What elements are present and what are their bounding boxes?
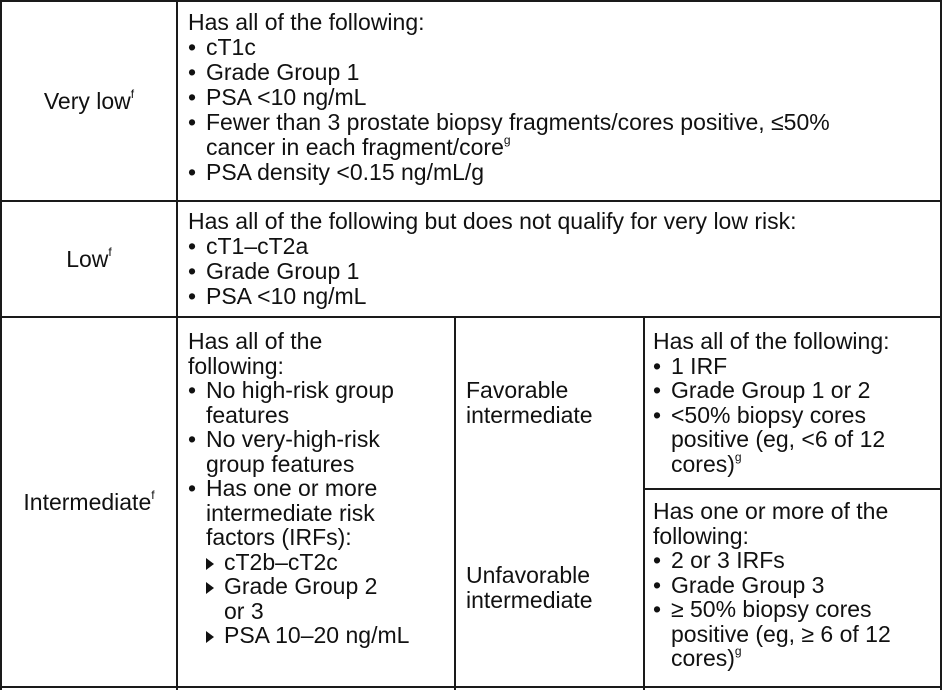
- list-item-continuation: factors (IRFs):: [206, 524, 352, 550]
- list-item: • Grade Group 3: [653, 571, 825, 598]
- sub-list-item-continuation: or 3: [224, 597, 264, 624]
- unfavorable-intermediate-criteria: [653, 499, 939, 671]
- list-item: • PSA <10 ng/mL: [188, 84, 367, 110]
- very-low-label: Very low$^f$: [43, 86, 135, 114]
- list-item-continuation: positive (eg, ≥ 6 of 12: [671, 620, 891, 647]
- list-item: • Fewer than 3 prostate biopsy fragments/cores positive, ≤50%: [188, 109, 830, 135]
- sub-list-item: PSA 10–20 ng/mL: [188, 623, 450, 648]
- label-line: intermediate: [466, 402, 593, 428]
- list-item: • <50% biopsy cores: [653, 401, 866, 428]
- list-item: • Grade Group 1: [188, 59, 360, 85]
- criteria-intro: following:: [653, 522, 749, 549]
- list-item: • 1 IRF: [653, 352, 728, 379]
- criteria-intro: Has all of the following but does not qualify for very low risk:: [188, 208, 797, 234]
- list-item: • PSA density <0.15 ng/mL/g: [188, 159, 485, 185]
- list-item-continuation: features: [206, 401, 290, 428]
- triangle-bullet-icon: [206, 631, 214, 643]
- column-divider: [176, 0, 178, 690]
- criteria-intro: Has one or more of the: [653, 498, 889, 524]
- list-item: • 2 or 3 IRFs: [653, 547, 785, 573]
- column-divider: [643, 316, 645, 690]
- list-item: • No high-risk group: [188, 377, 394, 403]
- label-line: intermediate: [466, 587, 593, 613]
- list-item: • No very-high-risk: [188, 426, 380, 452]
- list-item: • Has one or more: [188, 475, 378, 501]
- low-criteria: [188, 209, 938, 309]
- low-label: Low$^f$: [66, 244, 112, 272]
- list-item-continuation: positive (eg, <6 of 12: [671, 426, 886, 452]
- criteria-intro: Has all of the: [188, 328, 323, 354]
- sub-list-item: cT2b–cT2c: [188, 550, 450, 575]
- list-item: • cT1c: [188, 34, 256, 60]
- list-item-continuation: cores)$^g$: [671, 449, 742, 477]
- subrow-divider: [643, 488, 942, 490]
- criteria-intro: Has all of the following:: [653, 328, 890, 354]
- criteria-intro: following:: [188, 352, 284, 379]
- intermediate-label: Intermediate$^f$: [23, 487, 155, 515]
- list-item: • cT1–cT2a: [188, 233, 309, 259]
- triangle-bullet-icon: [206, 582, 214, 594]
- list-item-continuation: cores)$^g$: [671, 644, 742, 671]
- list-item: • ≥ 50% biopsy cores: [653, 596, 872, 622]
- list-item-continuation: intermediate risk: [206, 499, 375, 526]
- favorable-intermediate-criteria: [653, 329, 939, 476]
- sub-list-item: Grade Group 2: [188, 574, 450, 599]
- criteria-intro: Has all of the following:: [188, 9, 425, 35]
- favorable-intermediate-label: [466, 318, 642, 488]
- list-item-continuation: cancer in each fragment/core$^g$: [206, 133, 511, 160]
- label-line: Favorable: [466, 377, 569, 403]
- list-item: • Grade Group 1: [188, 258, 360, 284]
- column-divider: [454, 316, 456, 690]
- triangle-bullet-icon: [206, 558, 214, 570]
- very-low-criteria: [188, 10, 938, 185]
- unfavorable-intermediate-label: [466, 490, 642, 686]
- table-border-bottom: [0, 686, 942, 688]
- list-item: • Grade Group 1 or 2: [653, 377, 871, 403]
- list-item-continuation: group features: [206, 450, 355, 477]
- intermediate-criteria: [188, 329, 450, 648]
- label-line: Unfavorable: [466, 562, 591, 588]
- list-item: • PSA <10 ng/mL: [188, 283, 367, 309]
